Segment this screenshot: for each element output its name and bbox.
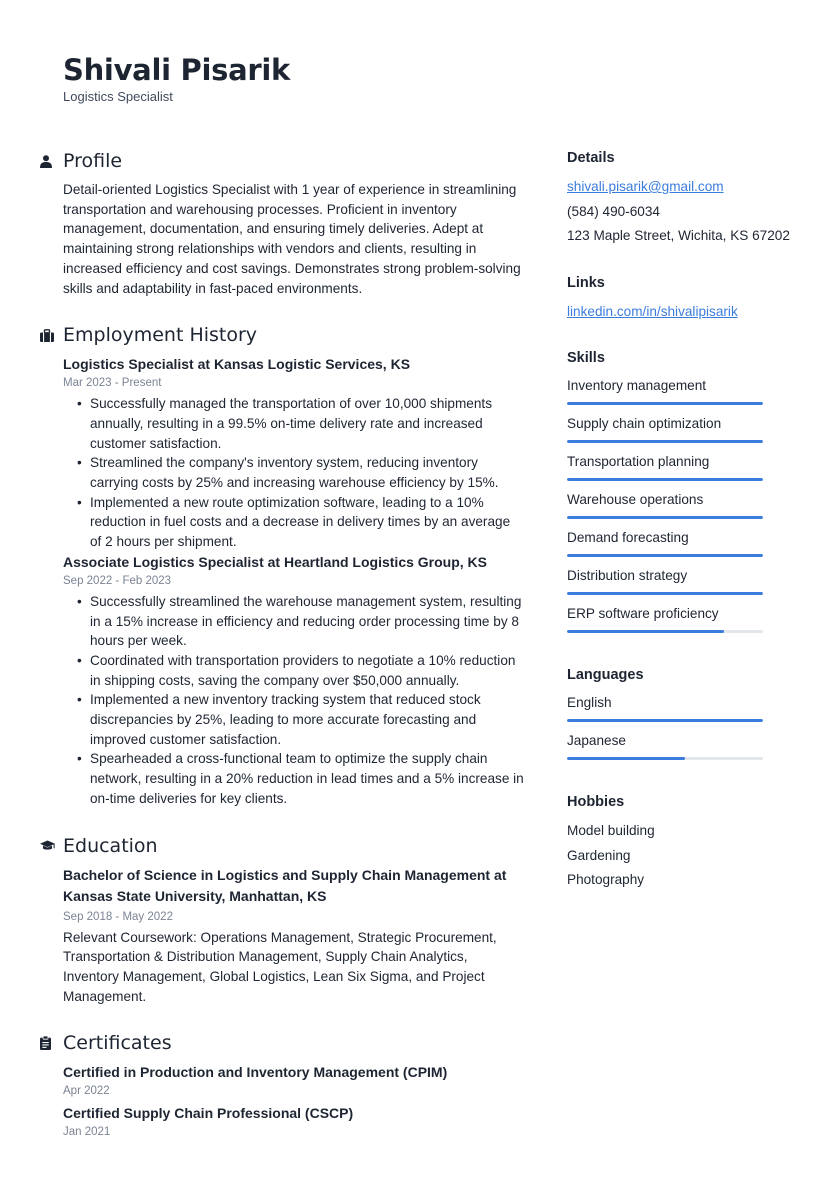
- skill-level-track: [567, 554, 763, 557]
- bullet-item: • Successfully streamlined the warehouse management system, resulting in a 15% increase in efficiency and reducing order processing time by 8 hours per week.: [77, 592, 525, 651]
- skill-label: ERP software proficiency: [567, 606, 719, 621]
- skill-level-bar: [567, 440, 763, 443]
- section-header: [40, 1028, 525, 1058]
- certificate-entry: [63, 1103, 525, 1141]
- certificate-date: Jan 2021: [63, 1126, 111, 1139]
- job-bullets: [77, 394, 525, 552]
- profile-summary: Detail-oriented Logistics Specialist with 1 year of experience in streamlining transportation and warehousing processes. Proficient in inventory management, documentation, and ensuring timely deliveries. Adept at maintaining strong relationships with vendors and clients, resulting in increased efficiency and cost savings. Demonstrates strong problem-solving skills and adaptability in fast-paced environments.: [63, 182, 521, 296]
- person-icon: [40, 155, 63, 168]
- resume-header: [63, 52, 290, 104]
- skill-level-track: [567, 630, 763, 633]
- job-dates: Sep 2022 - Feb 2023: [63, 574, 172, 587]
- graduation-cap-icon: [40, 840, 63, 851]
- language-item: [567, 692, 792, 730]
- phone-number: (584) 490-6034: [567, 203, 660, 219]
- language-level-track: [567, 719, 763, 722]
- skill-level-track: [567, 478, 763, 481]
- skill-label: Inventory management: [567, 378, 707, 393]
- skills-list: [567, 375, 792, 641]
- main-column: [40, 146, 525, 1163]
- skill-item: [567, 451, 792, 489]
- linkedin-link[interactable]: linkedin.com/in/shivalipisarik: [567, 303, 738, 319]
- education-dates: Sep 2018 - May 2022: [63, 910, 173, 923]
- language-level-track: [567, 757, 763, 760]
- language-item: [567, 730, 792, 768]
- bullet-item: • Implemented a new route optimization software, leading to a 10% reduction in fuel costs and a decrease in delivery times by an average of 2 hours per shipment.: [77, 493, 525, 552]
- email-link[interactable]: shivali.pisarik@gmail.com: [567, 179, 724, 194]
- sidebar: [567, 148, 792, 917]
- job-bullets: [77, 592, 525, 809]
- bullet-item: • Successfully managed the transportation of over 10,000 shipments annually, resulting in a 99.5% on-time delivery rate and increased customer satisfaction.: [77, 394, 525, 453]
- profile-section: [40, 146, 525, 298]
- skill-level-bar: [567, 592, 763, 595]
- skill-label: Supply chain optimization: [567, 416, 722, 431]
- degree-heading: Bachelor of Science in Logistics and Supply Chain Management at Kansas State University, Manhattan, KS: [63, 866, 507, 905]
- hobbies-title: Hobbies: [567, 794, 625, 810]
- skill-level-bar: [567, 630, 724, 633]
- section-header: [40, 320, 525, 350]
- links-title: Links: [567, 274, 605, 291]
- candidate-name: Shivali Pisarik: [63, 53, 290, 87]
- certificate-name: Certified Supply Chain Professional (CSCP): [63, 1105, 354, 1122]
- clipboard-icon: [40, 1036, 63, 1050]
- skill-item: [567, 603, 792, 641]
- details-title: Details: [567, 150, 615, 166]
- skill-level-bar: [567, 554, 763, 557]
- skill-level-bar: [567, 478, 763, 481]
- skill-item: [567, 565, 792, 603]
- skill-level-track: [567, 440, 763, 443]
- bullet-item: • Spearheaded a cross-functional team to optimize the supply chain network, resulting in a 20% reduction in lead times and a 5% increase in on-time deliveries for key clients.: [77, 749, 525, 808]
- job-entry: [63, 354, 525, 552]
- hobbies-section: [567, 792, 792, 893]
- skill-item: [567, 375, 792, 413]
- language-level-bar: [567, 719, 763, 722]
- skill-item: [567, 489, 792, 527]
- skills-section: [567, 348, 792, 641]
- address: 123 Maple Street, Wichita, KS 67202: [567, 228, 790, 243]
- job-dates: Mar 2023 - Present: [63, 377, 162, 390]
- hobby-item: Photography: [567, 872, 645, 887]
- certificate-entry: [63, 1062, 525, 1100]
- education-section: [40, 831, 525, 1007]
- job-heading: Associate Logistics Specialist at Heartland Logistics Group, KS: [63, 553, 487, 570]
- hobby-item: Model building: [567, 823, 655, 838]
- skill-label: Warehouse operations: [567, 492, 704, 507]
- certificates-section: [40, 1028, 525, 1141]
- skills-title: Skills: [567, 350, 605, 366]
- skill-level-track: [567, 516, 763, 519]
- skill-item: [567, 527, 792, 565]
- section-header: [40, 146, 525, 176]
- candidate-title: Logistics Specialist: [63, 89, 173, 104]
- skill-level-track: [567, 402, 763, 405]
- language-level-bar: [567, 757, 685, 760]
- language-label: English: [567, 695, 612, 710]
- education-description: Relevant Coursework: Operations Management, Strategic Procurement, Transportation & Distribution Management, Supply Chain Analytics, Inventory Management, Global Logistics, Lean Six Sigma, and Project Management.: [63, 929, 497, 1004]
- skill-level-track: [567, 592, 763, 595]
- languages-title: Languages: [567, 667, 644, 683]
- links-section: [567, 273, 792, 325]
- skill-label: Distribution strategy: [567, 568, 688, 583]
- bullet-item: • Implemented a new inventory tracking system that reduced stock discrepancies by 25%, leading to more accurate forecasting and improved customer satisfaction.: [77, 690, 525, 749]
- hobby-item: Gardening: [567, 847, 631, 863]
- job-heading: Logistics Specialist at Kansas Logistic Services, KS: [63, 356, 411, 373]
- bullet-item: • Streamlined the company's inventory system, reducing inventory carrying costs by 25% and increasing warehouse efficiency by 15%.: [77, 453, 525, 492]
- section-title: Employment History: [63, 324, 258, 347]
- section-header: [40, 831, 525, 861]
- languages-list: [567, 692, 792, 768]
- languages-section: [567, 665, 792, 768]
- certificate-name: Certified in Production and Inventory Management (CPIM): [63, 1064, 448, 1081]
- skill-label: Demand forecasting: [567, 530, 689, 545]
- skill-label: Transportation planning: [567, 454, 710, 469]
- section-title: Education: [63, 834, 158, 857]
- section-title: Certificates: [63, 1032, 172, 1055]
- section-title: Profile: [63, 150, 123, 172]
- certificate-date: Apr 2022: [63, 1085, 110, 1098]
- employment-section: [40, 320, 525, 808]
- skill-level-bar: [567, 516, 763, 519]
- bullet-item: • Coordinated with transportation providers to negotiate a 10% reduction in shipping costs, saving the company over $50,000 annually.: [77, 651, 525, 690]
- language-label: Japanese: [567, 733, 626, 748]
- briefcase-icon: [40, 329, 63, 342]
- details-section: [567, 148, 792, 249]
- skill-item: [567, 413, 792, 451]
- skill-level-bar: [567, 402, 763, 405]
- job-entry: [63, 552, 525, 809]
